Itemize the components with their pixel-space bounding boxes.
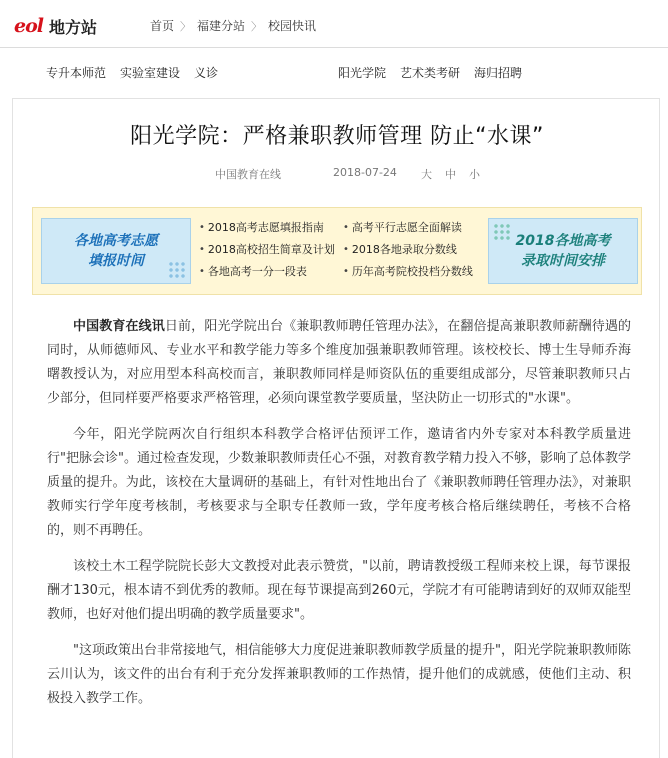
subnav-link[interactable]: 海归招聘 (474, 66, 523, 80)
subnav-link[interactable]: 艺术类考研 (400, 66, 461, 80)
promo-link-label: 各地高考一分一段表 (207, 265, 307, 278)
promo-link[interactable] (343, 241, 457, 257)
promo-link-label: 2018各地录取分数线 (351, 243, 457, 256)
subnav-link[interactable]: 阳光学院 (338, 66, 387, 80)
banner-line: 录取时间安排 (521, 253, 605, 269)
promo-links-row (199, 219, 484, 241)
bullet-icon: • (199, 243, 205, 255)
banner-line: 各地高考志愿 (74, 233, 158, 249)
decorative-dots-icon (493, 223, 511, 241)
logo-text: 地方站 (48, 17, 97, 37)
promo-link[interactable] (343, 219, 462, 235)
promo-link[interactable] (343, 263, 473, 279)
article-paragraph (47, 315, 631, 411)
breadcrumb-separator: 〉 (180, 19, 192, 33)
subnav-link[interactable]: 专升本师范 (46, 66, 107, 80)
bullet-icon: • (199, 265, 205, 277)
eol-logo-mark: eol (14, 15, 43, 37)
promo-links-row (199, 263, 484, 285)
bullet-icon: • (343, 221, 349, 233)
breadcrumb-home[interactable]: 首页 (150, 19, 175, 33)
article-lead: 中国教育在线讯 (73, 319, 165, 334)
promo-link[interactable] (199, 219, 324, 235)
article-paragraph: 今年，阳光学院两次自行组织本科教学合格评估预评工作，邀请省内外专家对本科教学质量进行"把脉会诊"。通过检查发现，少数兼职教师责任心不强，对教育教学精力投入不够，影响了总体教学质量的提升。为此，该校在大量调研的基础上，有针对性地出台了《兼职教师聘任管理办法》，对兼职教师实行学年度考核制，考核要求与全职专任教师一致，学年度考核合格后继续聘任，考核不合格的，则不再聘任。 (47, 427, 631, 538)
article-container (12, 98, 660, 758)
promo-link-label: 2018高校招生简章及计划 (207, 243, 335, 256)
decorative-dots-icon (168, 261, 186, 279)
article-paragraph: 该校土木工程学院院长彭大文教授对此表示赞赏，"以前，聘请教授级工程师来校上课，每节课报酬才130元，根本请不到优秀的教师。现在每节课提高到260元，学院才有可能聘请到好的双师双能型教师，也好对他们提出明确的教学质量要求"。 (47, 559, 631, 622)
font-size-switcher (421, 166, 480, 182)
volunteer-filing-banner[interactable] (41, 218, 191, 284)
article-paragraph: "这项政策出台非常接地气，相信能够大力度促进兼职教师教学质量的提升"，阳光学院兼职教师陈云川认为，该文件的出台有利于充分发挥兼职教师的工作热情，提升他们的成就感，使他们主动、积极投入教学工作。 (47, 643, 631, 706)
article-title: 阳光学院：严格兼职教师管理 防止“水课” (130, 124, 544, 149)
banner-line: 填报时间 (88, 253, 144, 269)
paragraph-text: 日前，阳光学院出台《兼职教师聘任管理办法》，在翻倍提高兼职教师薪酬待遇的同时，从师德师风、专业水平和教学能力等多个维度加强兼职教师管理。该校校长、博士生导师乔海曙教授认为，对应用型本科高校而言，兼职教师同样是师资队伍的重要组成部分，尽管兼职教师只占少部分，但同样要严格要求严格管理，必须向课堂教学要质量，坚決防止一切形式的"水课"。 (47, 319, 631, 406)
promo-links-row (199, 241, 484, 263)
banner-line: 2018各地高考 (515, 233, 611, 249)
bullet-icon: • (343, 265, 349, 277)
breadcrumb (150, 17, 316, 34)
breadcrumb-separator: 〉 (251, 19, 263, 33)
breadcrumb-fujian[interactable]: 福建分站 (197, 19, 246, 33)
promo-box (32, 207, 642, 295)
font-size-large-button[interactable]: 大 (421, 168, 432, 181)
promo-links (199, 219, 484, 285)
subnav-right-group (338, 64, 522, 81)
font-size-medium-button[interactable]: 中 (445, 168, 456, 181)
bullet-icon: • (199, 221, 205, 233)
bullet-icon: • (343, 243, 349, 255)
top-header (0, 0, 668, 48)
promo-link[interactable] (199, 263, 307, 279)
article-date: 2018-07-24 (333, 166, 397, 179)
promo-link-label: 历年高考院校投档分数线 (351, 265, 473, 278)
promo-link-label: 高考平行志愿全面解读 (351, 221, 462, 234)
subnav-left-group (46, 64, 218, 81)
site-logo[interactable] (14, 14, 97, 38)
font-size-small-button[interactable]: 小 (469, 168, 480, 181)
article-body (47, 315, 631, 723)
breadcrumb-campus-news[interactable]: 校园快讯 (268, 19, 317, 33)
article-source: 中国教育在线 (215, 168, 281, 181)
subnav-link[interactable]: 义诊 (194, 66, 219, 80)
promo-link-label: 2018高考志愿填报指南 (207, 221, 324, 234)
sub-navigation (0, 49, 668, 93)
admission-schedule-banner[interactable] (488, 218, 638, 284)
promo-link[interactable] (199, 241, 335, 257)
subnav-link[interactable]: 实验室建设 (120, 66, 181, 80)
